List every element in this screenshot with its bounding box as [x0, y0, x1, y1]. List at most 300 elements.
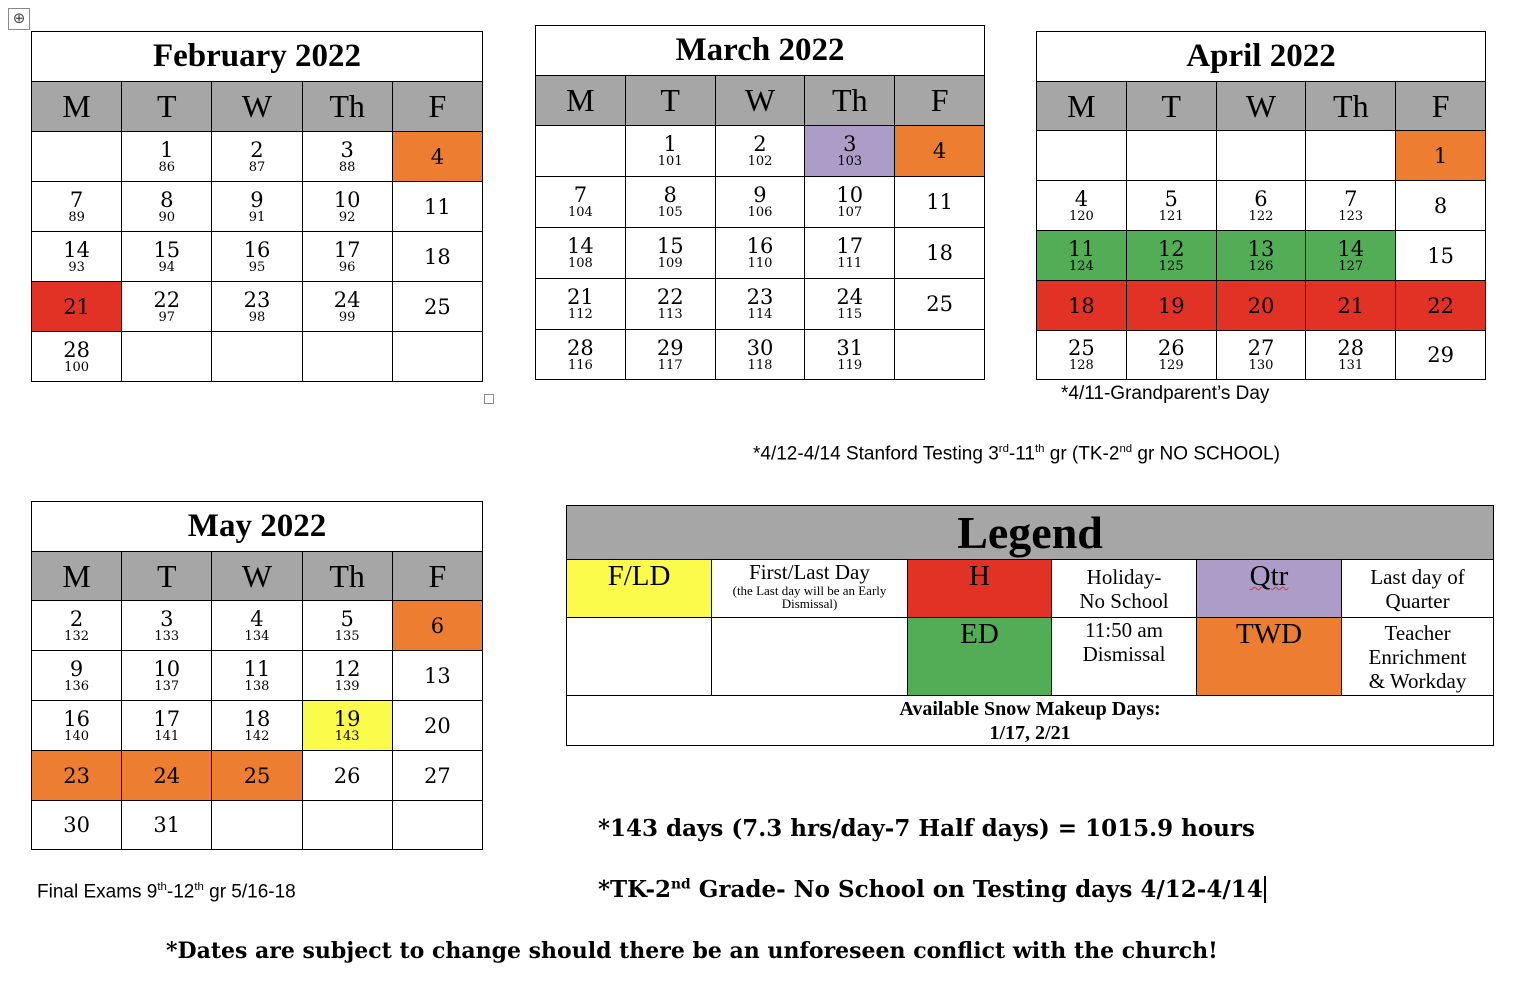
- day-number: 18: [243, 706, 271, 731]
- school-day-count: 142: [244, 728, 270, 744]
- day-cell: [122, 282, 212, 332]
- day-number: 28: [1337, 336, 1365, 360]
- day-number: 25: [243, 763, 271, 788]
- weekday-header: M: [1037, 82, 1127, 131]
- day-number: 23: [63, 763, 90, 788]
- day-cell: [302, 182, 392, 232]
- note-text: gr NO SCHOOL): [1132, 443, 1280, 465]
- legend-qtr-label: Qtr: [1249, 560, 1289, 592]
- weekday-header: M: [536, 76, 626, 126]
- month-title: February 2022: [32, 32, 483, 82]
- school-day-count: 136: [64, 678, 89, 694]
- weekday-header: F: [392, 82, 482, 132]
- weekday-header: F: [392, 552, 482, 601]
- weekday-header: Th: [805, 76, 895, 126]
- day-number: 22: [1427, 293, 1454, 318]
- day-cell: [392, 651, 482, 701]
- day-number: 23: [243, 287, 271, 312]
- day-cell: [392, 332, 482, 382]
- legend-h-desc: Holiday- No School: [1052, 560, 1197, 618]
- day-cell: [895, 228, 985, 279]
- school-day-count: 134: [244, 628, 270, 644]
- day-cell: [122, 232, 212, 282]
- day-number: 21: [1337, 293, 1365, 318]
- school-day-count: 117: [657, 357, 683, 373]
- day-number: 25: [424, 294, 451, 319]
- day-number: 21: [63, 294, 90, 319]
- note-sup: th: [194, 881, 204, 893]
- school-day-count: 111: [837, 256, 863, 271]
- day-number: 29: [656, 335, 684, 360]
- legend-ed-desc: 11:50 am Dismissal: [1052, 618, 1197, 696]
- day-number: 12: [333, 656, 361, 681]
- school-day-count: 139: [334, 678, 360, 694]
- day-number: 26: [1157, 336, 1185, 360]
- day-cell: [1126, 181, 1216, 231]
- table-resize-handle[interactable]: [484, 394, 494, 404]
- day-number: 21: [567, 285, 594, 309]
- school-day-count: 133: [154, 628, 180, 644]
- calendar-may: [31, 501, 483, 850]
- day-number: 3: [160, 606, 174, 631]
- school-day-count: 135: [334, 628, 360, 644]
- day-cell: [536, 279, 626, 330]
- day-number: 12: [1157, 236, 1185, 261]
- day-cell: [715, 126, 805, 177]
- day-cell: [122, 601, 212, 651]
- day-number: 20: [1247, 293, 1275, 318]
- day-number: 7: [69, 187, 84, 212]
- school-day-count: 113: [657, 307, 683, 322]
- day-cell: [1306, 331, 1396, 380]
- day-number: 30: [63, 813, 90, 837]
- legend-ed-code: ED: [908, 618, 1052, 696]
- weekday-header: W: [212, 82, 302, 132]
- school-day-count: 130: [1248, 358, 1274, 373]
- day-cell: [1396, 281, 1486, 331]
- school-day-count: 108: [567, 256, 593, 271]
- day-cell: [212, 701, 302, 751]
- month-title: April 2022: [1037, 32, 1486, 82]
- day-cell: [212, 651, 302, 701]
- day-cell: [212, 282, 302, 332]
- school-day-count: 131: [1338, 358, 1364, 373]
- weekday-header: W: [212, 552, 302, 601]
- day-cell: [392, 751, 482, 801]
- school-day-count: 112: [567, 307, 593, 322]
- day-number: 15: [153, 237, 181, 262]
- day-number: 5: [340, 606, 354, 631]
- day-number: 10: [153, 656, 181, 681]
- day-number: 9: [753, 183, 767, 207]
- school-day-count: 107: [837, 205, 863, 220]
- school-day-count: 101: [657, 154, 683, 169]
- day-cell: [1216, 281, 1306, 331]
- day-cell: [1306, 181, 1396, 231]
- weekday-header: M: [32, 82, 122, 132]
- day-number: 25: [926, 292, 953, 316]
- day-number: 10: [836, 183, 864, 207]
- day-number: 16: [746, 234, 774, 258]
- day-cell: [805, 228, 895, 279]
- school-day-count: 89: [68, 209, 85, 225]
- school-day-count: 91: [248, 209, 266, 225]
- day-cell: [32, 282, 122, 332]
- day-cell: [212, 801, 302, 850]
- month-title: March 2022: [536, 26, 985, 76]
- day-cell: [1037, 281, 1127, 331]
- school-day-count: 137: [154, 678, 180, 694]
- note-text: Grade- No School on Testing days 4/12-4/14: [690, 876, 1263, 903]
- table-move-handle-icon[interactable]: ⊕: [8, 8, 30, 30]
- school-day-count: 102: [747, 154, 773, 169]
- note-text: gr (TK-2: [1044, 443, 1120, 465]
- school-day-count: 100: [64, 359, 89, 375]
- weekday-header: Th: [302, 552, 392, 601]
- day-cell: [392, 282, 482, 332]
- day-number: 20: [424, 713, 451, 738]
- day-cell: [1396, 331, 1486, 380]
- day-cell: [212, 601, 302, 651]
- day-cell: [625, 279, 715, 330]
- school-day-count: 86: [158, 159, 176, 175]
- school-day-count: 114: [747, 307, 773, 322]
- day-cell: [122, 651, 212, 701]
- day-cell: [212, 132, 302, 182]
- day-cell: [122, 182, 212, 232]
- day-cell: [32, 232, 122, 282]
- day-number: 13: [1247, 236, 1275, 261]
- school-day-count: 99: [338, 309, 356, 325]
- day-cell: [302, 751, 392, 801]
- day-cell: [536, 330, 626, 380]
- day-cell: [122, 801, 212, 850]
- snow-makeup-title: Available Snow Makeup Days:: [899, 697, 1161, 720]
- legend-fld-small: (the Last day will be an Early Dismissal): [732, 583, 887, 611]
- day-cell: [1216, 181, 1306, 231]
- day-cell: [805, 279, 895, 330]
- day-number: 15: [1427, 243, 1454, 268]
- school-day-count: 122: [1248, 208, 1274, 224]
- day-cell: [1306, 231, 1396, 281]
- school-day-count: 127: [1338, 258, 1364, 274]
- day-number: 7: [573, 183, 588, 207]
- day-cell: [122, 332, 212, 382]
- day-number: 27: [424, 763, 451, 788]
- calendar-march: [535, 25, 985, 380]
- day-cell: [1396, 231, 1486, 281]
- note-text: *4/12-4/14 Stanford Testing 3: [753, 443, 999, 465]
- day-number: 1: [663, 132, 677, 156]
- day-cell: [302, 701, 392, 751]
- day-number: 1: [160, 137, 174, 162]
- legend-empty-cell: [712, 618, 908, 696]
- day-number: 18: [424, 244, 451, 269]
- day-number: 31: [153, 813, 181, 837]
- day-cell: [715, 228, 805, 279]
- day-cell: [895, 330, 985, 380]
- day-number: 25: [1068, 336, 1095, 360]
- day-number: 23: [746, 285, 774, 309]
- school-day-count: 90: [158, 209, 176, 225]
- school-day-count: 116: [567, 357, 593, 373]
- total-days-note: *143 days (7.3 hrs/day-7 Half days) = 1015.9 hours: [598, 815, 1255, 842]
- school-day-count: 98: [248, 309, 266, 325]
- day-cell: [536, 228, 626, 279]
- day-number: 7: [1344, 186, 1358, 211]
- day-cell: [715, 330, 805, 380]
- day-number: 9: [250, 187, 264, 212]
- school-day-count: 94: [158, 259, 176, 275]
- grandparents-day-note: *4/11-Grandparent’s Day: [1061, 383, 1270, 404]
- calendar-april: [1036, 31, 1486, 380]
- school-day-count: 138: [244, 678, 270, 694]
- school-day-count: 128: [1068, 358, 1094, 373]
- weekday-header: Th: [1306, 82, 1396, 131]
- day-cell: [715, 177, 805, 228]
- day-cell: [392, 232, 482, 282]
- school-day-count: 118: [747, 357, 773, 373]
- day-number: 13: [424, 663, 451, 688]
- school-day-count: 141: [154, 728, 180, 744]
- day-number: 4: [430, 144, 445, 169]
- day-number: 17: [153, 706, 181, 731]
- school-day-count: 115: [837, 307, 863, 322]
- school-day-count: 95: [248, 259, 266, 275]
- day-cell: [212, 332, 302, 382]
- day-cell: [32, 182, 122, 232]
- day-number: 1: [1433, 143, 1448, 168]
- day-number: 6: [430, 613, 445, 638]
- day-cell: [32, 332, 122, 382]
- snow-makeup-dates: 1/17, 2/21: [989, 721, 1071, 744]
- day-cell: [392, 601, 482, 651]
- day-number: 18: [926, 241, 953, 265]
- text-cursor: [1264, 876, 1266, 903]
- day-cell: [32, 132, 122, 182]
- day-number: 10: [333, 187, 361, 212]
- month-title: May 2022: [32, 502, 483, 552]
- disclaimer-note: *Dates are subject to change should there be an unforeseen conflict with the church!: [166, 938, 1218, 964]
- day-cell: [1037, 231, 1127, 281]
- legend-fld-desc: [712, 560, 908, 618]
- note-sup: rd: [998, 443, 1009, 455]
- day-cell: [302, 282, 392, 332]
- school-day-count: 143: [334, 728, 360, 744]
- day-cell: [392, 132, 482, 182]
- day-number: 11: [243, 656, 271, 681]
- legend-table: [566, 505, 1494, 746]
- day-number: 24: [153, 763, 181, 788]
- day-number: 28: [63, 337, 90, 362]
- day-cell: [302, 132, 392, 182]
- day-cell: [895, 279, 985, 330]
- day-number: 24: [836, 285, 864, 309]
- note-text: -11: [1008, 443, 1035, 465]
- day-number: 19: [1157, 293, 1185, 318]
- day-number: 15: [656, 234, 684, 258]
- day-cell: [302, 601, 392, 651]
- school-day-count: 119: [837, 357, 863, 373]
- weekday-header: T: [1126, 82, 1216, 131]
- day-cell: [625, 228, 715, 279]
- calendar-february: [31, 31, 483, 382]
- school-day-count: 96: [338, 259, 356, 275]
- day-number: 22: [656, 285, 684, 309]
- day-number: 4: [1074, 186, 1089, 211]
- school-day-count: 121: [1158, 208, 1184, 224]
- weekday-header: F: [1396, 82, 1486, 131]
- day-cell: [805, 177, 895, 228]
- day-cell: [1396, 181, 1486, 231]
- school-day-count: 140: [64, 728, 89, 744]
- note-text: -12: [166, 881, 195, 903]
- school-day-count: 129: [1158, 358, 1184, 373]
- day-cell: [392, 801, 482, 850]
- weekday-header: T: [625, 76, 715, 126]
- legend-title: Legend: [567, 506, 1494, 560]
- weekday-header: F: [895, 76, 985, 126]
- school-day-count: 110: [747, 256, 773, 271]
- note-text: gr 5/16-18: [203, 881, 296, 903]
- day-cell: [212, 751, 302, 801]
- day-cell: [32, 601, 122, 651]
- day-cell: [122, 751, 212, 801]
- note-sup: nd: [671, 876, 691, 893]
- legend-qtr-code: [1197, 560, 1342, 618]
- day-cell: [392, 182, 482, 232]
- school-day-count: 124: [1068, 258, 1094, 274]
- day-number: 8: [663, 183, 677, 207]
- day-number: 8: [1433, 193, 1448, 218]
- school-day-count: 87: [248, 159, 266, 175]
- day-number: 28: [567, 335, 594, 360]
- weekday-header: M: [32, 552, 122, 601]
- legend-twd-code: TWD: [1197, 618, 1342, 696]
- school-day-count: 120: [1068, 208, 1094, 224]
- day-cell: [32, 651, 122, 701]
- note-sup: th: [1034, 443, 1045, 455]
- day-cell: [302, 232, 392, 282]
- final-exams-note: [37, 881, 296, 903]
- school-day-count: 92: [338, 209, 356, 225]
- day-number: 11: [926, 190, 953, 214]
- day-number: 14: [1337, 236, 1365, 261]
- day-number: 17: [836, 234, 864, 258]
- school-day-count: 97: [158, 309, 176, 325]
- day-number: 11: [1068, 236, 1095, 261]
- day-number: 27: [1247, 336, 1275, 360]
- day-cell: [1126, 131, 1216, 181]
- day-number: 18: [1068, 293, 1095, 318]
- day-number: 4: [250, 606, 264, 631]
- weekday-header: T: [122, 552, 212, 601]
- day-number: 2: [69, 606, 84, 631]
- school-day-count: 103: [837, 154, 863, 169]
- weekday-header: W: [1216, 82, 1306, 131]
- day-cell: [1216, 131, 1306, 181]
- day-cell: [1126, 331, 1216, 380]
- day-cell: [1126, 231, 1216, 281]
- day-number: 26: [333, 763, 361, 788]
- day-cell: [212, 182, 302, 232]
- day-cell: [625, 126, 715, 177]
- day-number: 14: [63, 237, 90, 262]
- legend-twd-desc: Teacher Enrichment & Workday: [1342, 618, 1494, 696]
- day-number: 5: [1164, 186, 1178, 211]
- day-number: 24: [333, 287, 361, 312]
- day-cell: [1306, 281, 1396, 331]
- day-number: 16: [243, 237, 271, 262]
- school-day-count: 126: [1248, 258, 1274, 274]
- day-cell: [212, 232, 302, 282]
- day-cell: [32, 801, 122, 850]
- day-cell: [895, 126, 985, 177]
- day-number: 3: [340, 137, 354, 162]
- day-cell: [1396, 131, 1486, 181]
- day-number: 14: [567, 234, 594, 258]
- school-day-count: 93: [68, 259, 85, 275]
- day-cell: [625, 330, 715, 380]
- day-number: 22: [153, 287, 181, 312]
- day-cell: [1126, 281, 1216, 331]
- school-day-count: 109: [657, 256, 683, 271]
- school-day-count: 104: [567, 205, 593, 220]
- legend-fld-label: First/Last Day: [749, 560, 870, 584]
- weekday-header: W: [715, 76, 805, 126]
- day-cell: [32, 751, 122, 801]
- day-cell: [392, 701, 482, 751]
- day-number: 6: [1254, 186, 1268, 211]
- day-cell: [1306, 131, 1396, 181]
- day-cell: [1216, 231, 1306, 281]
- day-cell: [715, 279, 805, 330]
- day-number: 3: [843, 132, 857, 156]
- day-cell: [1037, 331, 1127, 380]
- school-day-count: 123: [1338, 208, 1364, 224]
- note-sup: th: [157, 881, 167, 893]
- day-cell: [805, 330, 895, 380]
- weekday-header: Th: [302, 82, 392, 132]
- day-cell: [32, 701, 122, 751]
- school-day-count: 105: [657, 205, 683, 220]
- day-number: 2: [250, 137, 264, 162]
- legend-qtr-desc: Last day of Quarter: [1342, 560, 1494, 618]
- school-day-count: 106: [747, 205, 773, 220]
- day-cell: [122, 701, 212, 751]
- school-day-count: 88: [338, 159, 356, 175]
- day-number: 9: [69, 656, 84, 681]
- snow-makeup-days: [567, 696, 1494, 746]
- stanford-testing-note: [753, 443, 1280, 465]
- note-sup: nd: [1119, 443, 1133, 455]
- day-number: 17: [333, 237, 361, 262]
- day-cell: [1216, 331, 1306, 380]
- day-cell: [805, 126, 895, 177]
- legend-h-code: H: [908, 560, 1052, 618]
- day-cell: [625, 177, 715, 228]
- day-cell: [1037, 131, 1127, 181]
- day-number: 16: [63, 706, 90, 731]
- day-number: 2: [753, 132, 767, 156]
- legend-empty-cell: [567, 618, 712, 696]
- legend-fld-code: F/LD: [567, 560, 712, 618]
- day-cell: [1037, 181, 1127, 231]
- weekday-header: T: [122, 82, 212, 132]
- note-text: *TK-2: [598, 876, 672, 903]
- note-text: Final Exams 9: [37, 881, 158, 903]
- school-day-count: 125: [1158, 258, 1184, 274]
